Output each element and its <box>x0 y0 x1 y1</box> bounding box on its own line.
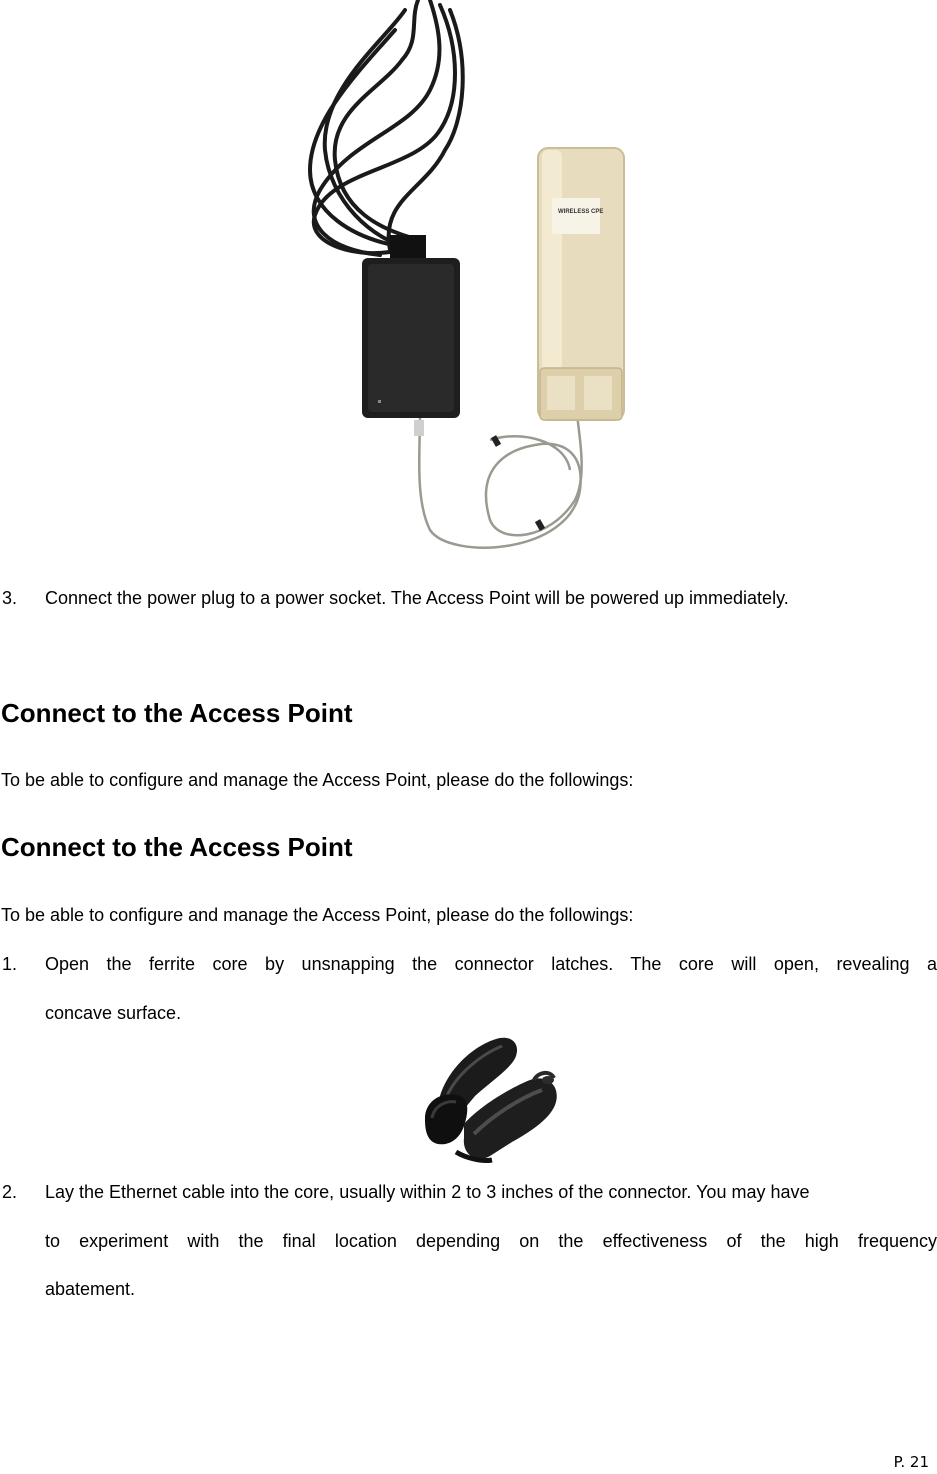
step-1-number: 1. <box>2 954 18 974</box>
step-3-number: 3. <box>2 588 18 608</box>
step-2-text-line3: abatement. <box>45 1279 136 1299</box>
access-point-photo <box>290 0 650 560</box>
section-intro: To be able to configure and manage the Access Point, please do the followings: <box>1 905 634 925</box>
page-number: P. 21 <box>893 1453 929 1471</box>
section-intro: To be able to configure and manage the Access Point, please do the followings: <box>1 770 634 790</box>
section-heading: Connect to the Access Point <box>1 698 353 728</box>
step-2-number: 2. <box>2 1182 18 1202</box>
ferrite-core-photo <box>420 1034 562 1168</box>
step-1-text-line1: Open the ferrite core by unsnapping the connector latches. The core will open, revealing a <box>45 954 937 974</box>
section-heading: Connect to the Access Point <box>1 832 353 862</box>
step-2-text-line1: Lay the Ethernet cable into the core, usually within 2 to 3 inches of the connector. You may have <box>45 1182 810 1202</box>
step-3-text: Connect the power plug to a power socket. The Access Point will be powered up immediately. <box>45 588 789 608</box>
device-label: WIRELESS CPE <box>558 209 604 215</box>
step-2-text-line2: to experiment with the final location depending on the effectiveness of the high frequency <box>45 1231 937 1251</box>
step-1-text-line2: concave surface. <box>45 1003 182 1023</box>
